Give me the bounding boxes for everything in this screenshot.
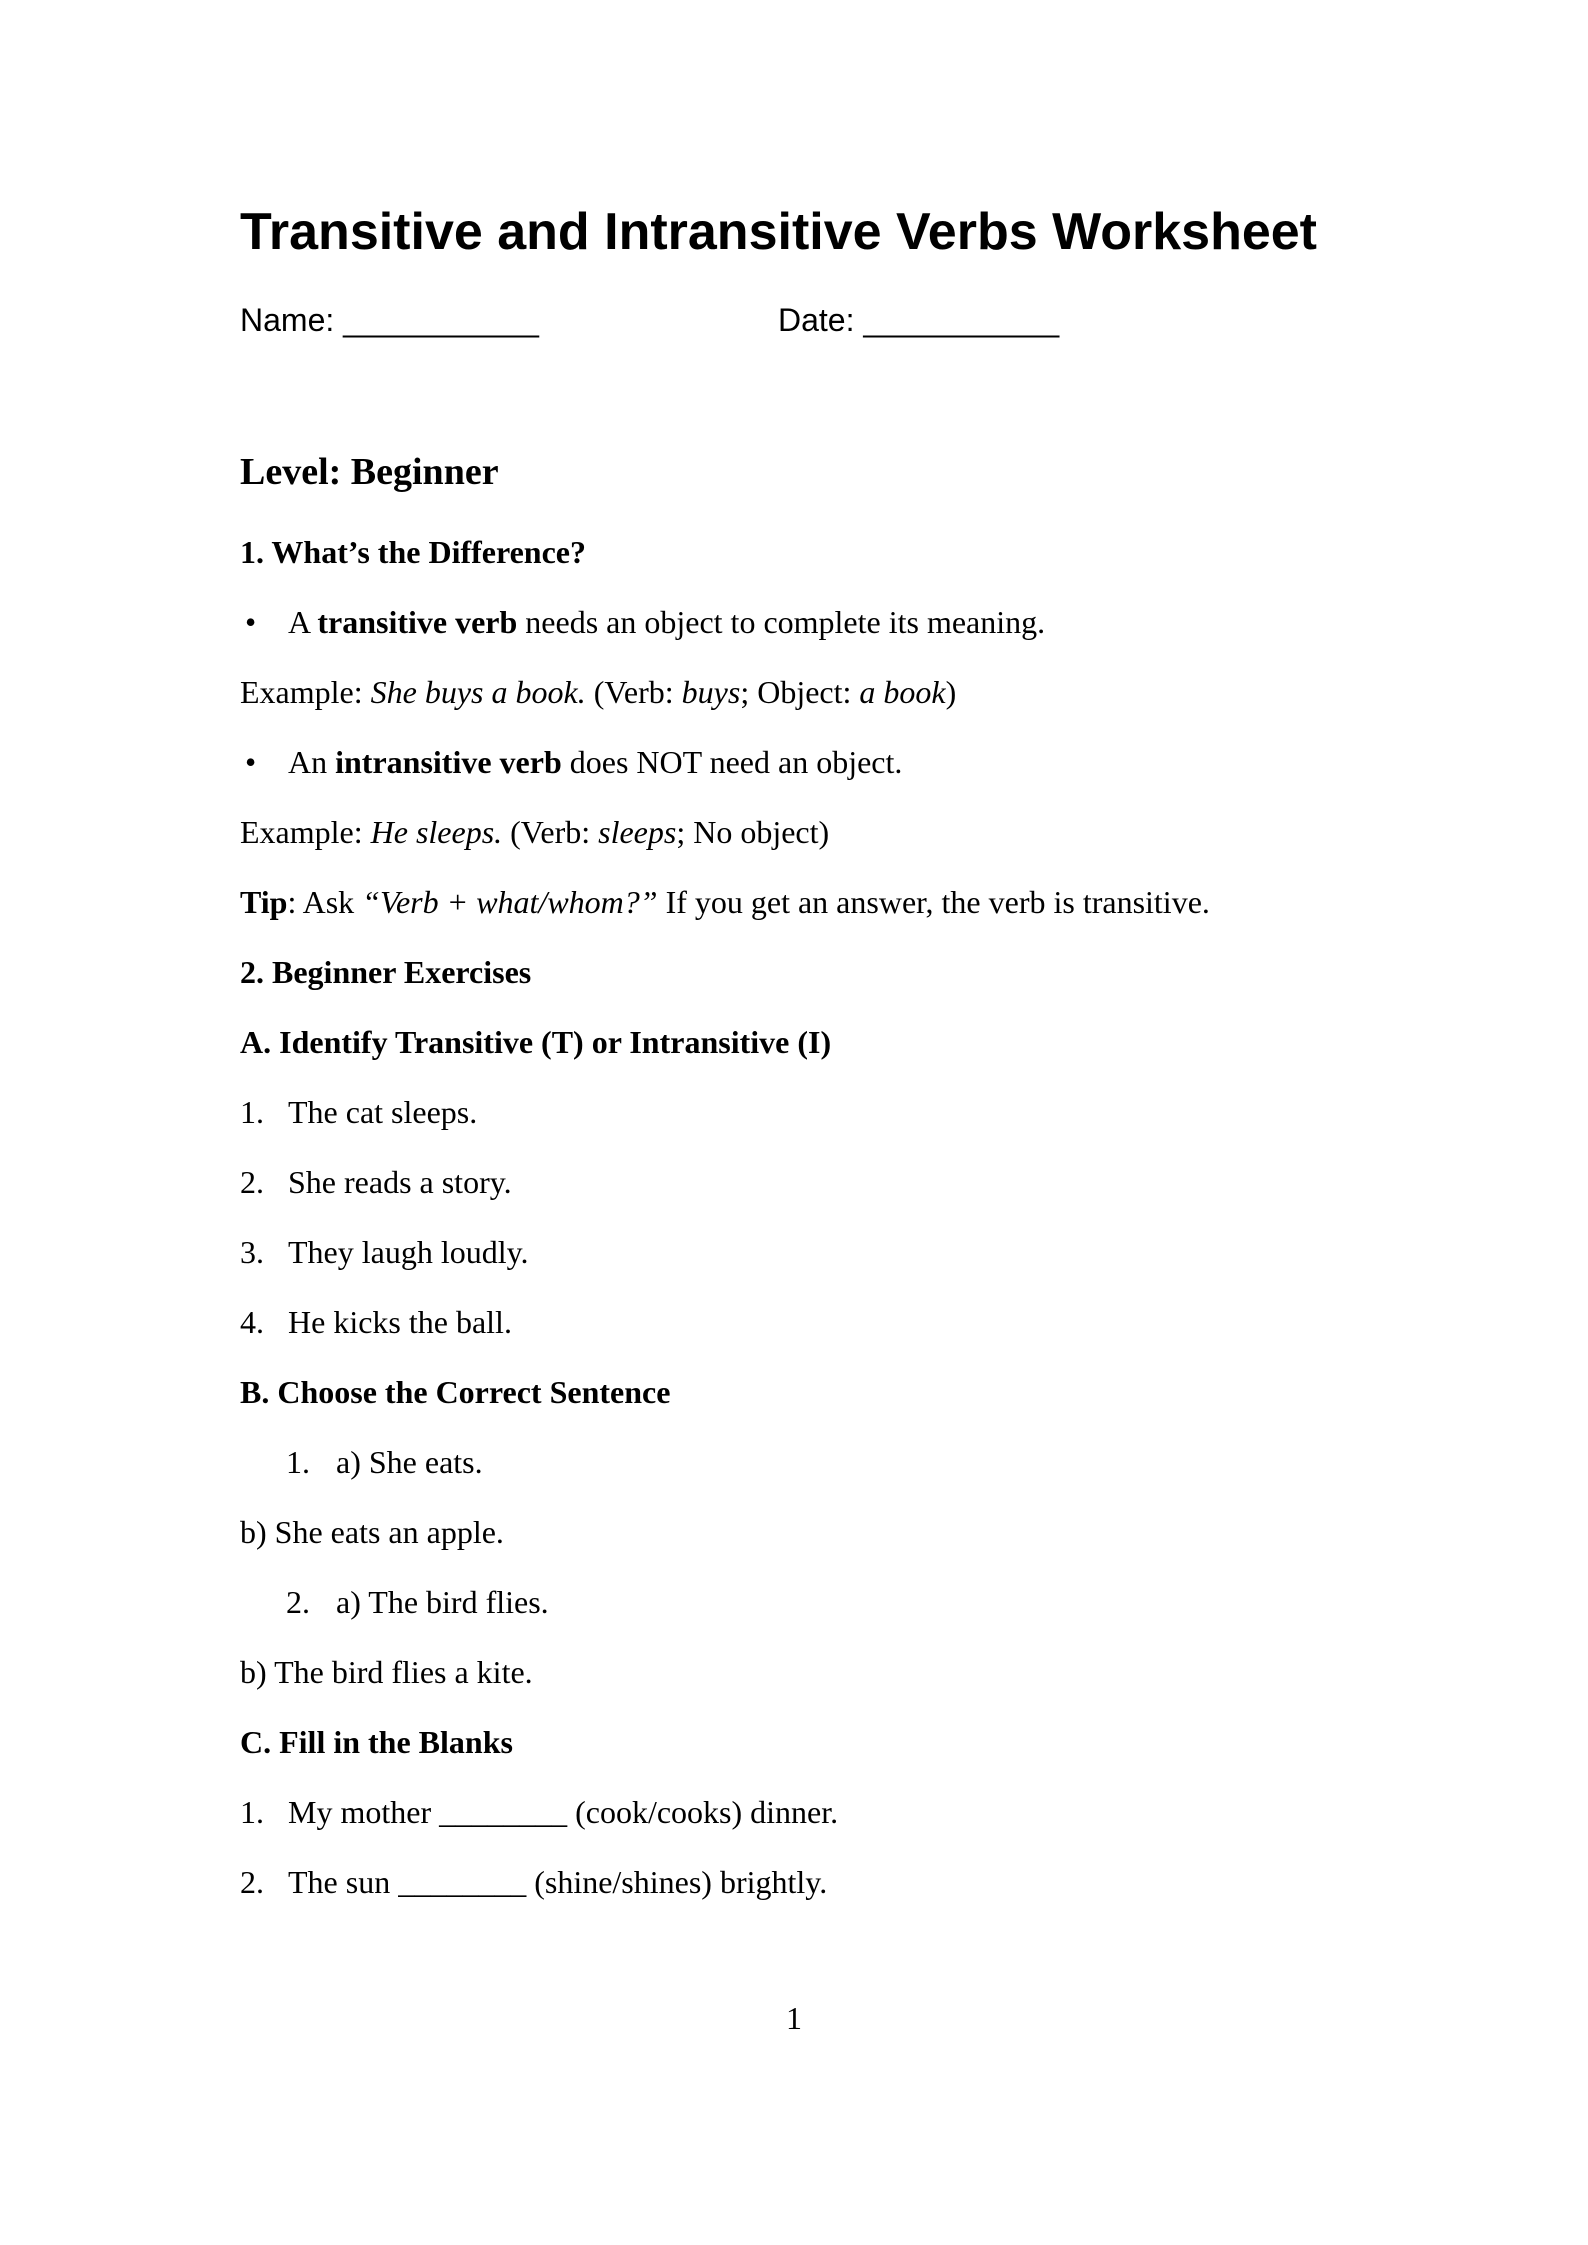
- text-run-italic: a book: [859, 674, 946, 710]
- item-number: 2.: [240, 1864, 264, 1900]
- name-label: Name:: [240, 302, 335, 338]
- bullet-item-transitive: [240, 605, 1388, 639]
- item-text: The sun: [288, 1864, 399, 1900]
- bullet-icon: •: [245, 744, 257, 780]
- fill-blank-item-c2: [240, 1865, 1388, 1899]
- exercise-item-a3: [240, 1235, 1388, 1269]
- date-group: [778, 300, 1059, 340]
- item-text: She reads a story.: [288, 1164, 512, 1200]
- text-run-italic: He sleeps.: [370, 814, 503, 850]
- text-run: Example:: [240, 674, 371, 710]
- section2-heading: 2. Beginner Exercises: [240, 954, 532, 990]
- item-number: 4.: [240, 1304, 264, 1340]
- name-blank-line: ___________: [343, 302, 539, 338]
- text-run: (Verb:: [585, 674, 682, 710]
- text-run-bold: intransitive verb: [335, 744, 562, 780]
- item-number: 1.: [240, 1794, 264, 1830]
- text-run: (Verb:: [502, 814, 599, 850]
- item-text: a) The bird flies.: [336, 1584, 549, 1620]
- text-run: : Ask: [287, 884, 363, 920]
- text-run-bold: Tip: [240, 884, 288, 920]
- tip-line: [240, 885, 1388, 919]
- item-text: My mother: [288, 1794, 440, 1830]
- text-run: Example:: [240, 814, 371, 850]
- text-run: If you get an answer, the verb is transitive.: [657, 884, 1210, 920]
- section1-heading: 1. What’s the Difference?: [240, 534, 586, 570]
- exercise-item-a1: [240, 1095, 1388, 1129]
- item-number: 3.: [240, 1234, 264, 1270]
- text-run: ): [945, 674, 957, 710]
- item-text: The cat sleeps.: [288, 1094, 478, 1130]
- item-number: 2.: [240, 1164, 264, 1200]
- item-text: b) She eats an apple.: [240, 1514, 504, 1550]
- exercise-item-a2: [240, 1165, 1388, 1199]
- item-text: (cook/cooks) dinner.: [567, 1794, 839, 1830]
- text-run-italic: sleeps: [598, 814, 677, 850]
- text-run-italic: She buys a book.: [370, 674, 586, 710]
- choice-item-b1a: [240, 1445, 1388, 1479]
- blank-line: ________: [398, 1864, 527, 1900]
- name-date-row: [240, 300, 1388, 340]
- choice-item-b1b: [240, 1515, 1388, 1549]
- text-run: ; No object): [676, 814, 830, 850]
- partC-heading: C. Fill in the Blanks: [240, 1724, 513, 1760]
- page-number: 1: [786, 2000, 802, 2036]
- blank-line: ________: [439, 1794, 568, 1830]
- exercise-item-a4: [240, 1305, 1388, 1339]
- text-run-italic: “Verb + what/whom?”: [362, 884, 658, 920]
- date-label: Date:: [778, 302, 855, 338]
- level-heading: Level: Beginner: [240, 451, 499, 493]
- date-blank-line: ___________: [863, 302, 1060, 338]
- item-text: b) The bird flies a kite.: [240, 1654, 533, 1690]
- text-run-bold: transitive verb: [317, 604, 518, 640]
- text-run: does NOT need an object.: [561, 744, 903, 780]
- bullet-icon: •: [245, 604, 257, 640]
- item-text: a) She eats.: [336, 1444, 483, 1480]
- item-number: 1.: [240, 1094, 264, 1130]
- item-text: They laugh loudly.: [288, 1234, 529, 1270]
- partB-heading: B. Choose the Correct Sentence: [240, 1374, 671, 1410]
- example-line-transitive: [240, 675, 1388, 709]
- text-run-italic: buys: [681, 674, 741, 710]
- choice-item-b2a: [240, 1585, 1388, 1619]
- text-run: A: [288, 604, 318, 640]
- page-title: Transitive and Intransitive Verbs Worksheet: [240, 203, 1317, 261]
- item-text: (shine/shines) brightly.: [526, 1864, 828, 1900]
- text-run: An: [288, 744, 336, 780]
- example-line-intransitive: [240, 815, 1388, 849]
- bullet-item-intransitive: [240, 745, 1388, 779]
- text-run: ; Object:: [740, 674, 860, 710]
- item-text: He kicks the ball.: [288, 1304, 512, 1340]
- choice-item-b2b: [240, 1655, 1388, 1689]
- partA-heading: A. Identify Transitive (T) or Intransitive (I): [240, 1024, 832, 1060]
- item-number: 2.: [286, 1584, 310, 1620]
- fill-blank-item-c1: [240, 1795, 1388, 1829]
- text-run: needs an object to complete its meaning.: [517, 604, 1046, 640]
- item-number: 1.: [286, 1444, 310, 1480]
